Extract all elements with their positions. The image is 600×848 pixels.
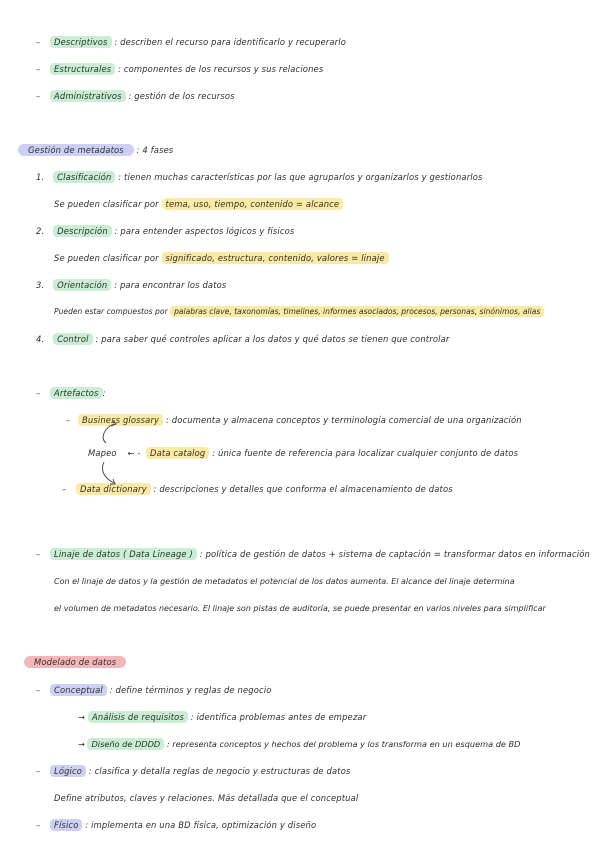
modelado-item: – Lógico : clasifica y detalla reglas de negocio y estructuras de datos [36,766,351,776]
term-highlight: Data catalog [146,447,209,459]
modelado-item: – Físico : implementa en una BD física, optimización y diseño [36,820,317,830]
artefact-entry: – Data dictionary : descripciones y detalles que conforma el almacenamiento de datos [62,484,453,494]
item-text: : tienen muchas características por las que agruparlos y organizarlos y gestionarlos [118,172,483,182]
term-highlight: Administrativos [50,90,126,102]
item-text: : describen el recurso para identificarlo y recuperarlo [114,37,346,47]
item-text: : política de gestión de datos + sistema de captación = transformar datos en información [199,549,590,559]
phase-number: 3. [36,280,45,290]
linaje-text: Con el linaje de datos y la gestión de metadatos el potencial de los datos aumenta. El alcance del linaje determina [54,577,515,586]
item-text: : clasifica y detalla reglas de negocio y estructuras de datos [88,766,351,776]
right-arrow-icon: → [78,739,85,749]
curved-arrow-up-icon [103,424,114,443]
term-highlight: Linaje de datos ( Data Lineage ) [50,548,197,560]
item-text: : implementa en una BD física, optimización y diseño [85,820,317,830]
item-text: : representa conceptos y hechos del problema y los transforma en un esquema de BD [166,739,521,749]
term-highlight: Descriptivos [50,36,112,48]
detail-highlight: significado, estructura, contenido, valores = linaje [162,252,389,264]
linaje-item: – Linaje de datos ( Data Lineage ) : política de gestión de datos + sistema de captación = transformar datos en información [36,549,590,559]
term-highlight: Descripción [53,225,112,237]
curved-arrow-down-icon [102,462,114,483]
linaje-text: el volumen de metadatos necesario. El linaje son pistas de auditoría, se puede presentar en varios niveles para simplificar [54,604,546,613]
detail-text: Se pueden clasificar por [54,199,159,209]
term-highlight: Orientación [53,279,111,291]
section-title: Gestión de metadatos [18,144,134,156]
item-text: : gestión de los recursos [128,91,235,101]
item-text: : descripciones y detalles que conforma el almacenamiento de datos [153,484,453,494]
item-text: : identifica problemas antes de empezar [190,712,367,722]
detail-text: Pueden estar compuestos por [54,307,168,316]
item-text: : para encontrar los datos [114,280,227,290]
term-highlight: Estructurales [50,63,115,75]
intro-item: – Estructurales : componentes de los recursos y sus relaciones [36,64,324,74]
item-text: : componentes de los recursos y sus relaciones [118,64,324,74]
detail-text: Se pueden clasificar por [54,253,159,263]
artefactos-item: – Artefactos : [36,388,106,398]
section-title: Modelado de datos [24,656,126,668]
intro-item: – Administrativos : gestión de los recursos [36,91,235,101]
right-arrow-icon: → [78,712,86,722]
item-text: : documenta y almacena conceptos y terminología comercial de una organización [165,415,522,425]
detail-highlight: palabras clave, taxonomías, timelines, informes asociados, procesos, personas, sinónimos, alias [170,306,544,317]
phase-number: 1. [36,172,45,182]
phase-number: 2. [36,226,45,236]
intro-item: – Descriptivos : describen el recurso para identificarlo y recuperarlo [36,37,346,47]
item-text: : para entender aspectos lógicos y físicos [114,226,295,236]
phase-number: 4. [36,334,45,344]
term-highlight: Análisis de requisitos [88,711,188,723]
item-text: : para saber qué controles aplicar a los datos y qué datos se tienen que controlar [95,334,450,344]
term-highlight: Clasificación [53,171,115,183]
mapeo-text: Mapeo [88,448,117,458]
modelado-item: – Conceptual : define términos y reglas de negocio [36,685,272,695]
term-highlight: Business glossary [78,414,163,426]
modelado-detail: Define atributos, claves y relaciones. Más detallada que el conceptual [54,793,359,803]
detail-highlight: tema, uso, tiempo, contenido = alcance [162,198,344,210]
term-highlight: Artefactos [50,387,103,399]
term-highlight: Lógico [50,765,86,777]
left-arrow-icon: ← - [127,448,141,458]
term-highlight: Diseño de DDDD [87,738,164,750]
term-highlight: Conceptual [50,684,107,696]
item-text: : define términos y reglas de negocio [109,685,272,695]
item-text: : [102,388,106,398]
artefact-entry: – Business glossary : documenta y almacena conceptos y terminología comercial de una organización [66,415,522,425]
section-subtitle: : 4 fases [136,145,174,155]
item-text: : única fuente de referencia para localizar cualquier conjunto de datos [212,448,519,458]
term-highlight: Físico [50,819,82,831]
term-highlight: Control [53,333,93,345]
term-highlight: Data dictionary [76,483,151,495]
